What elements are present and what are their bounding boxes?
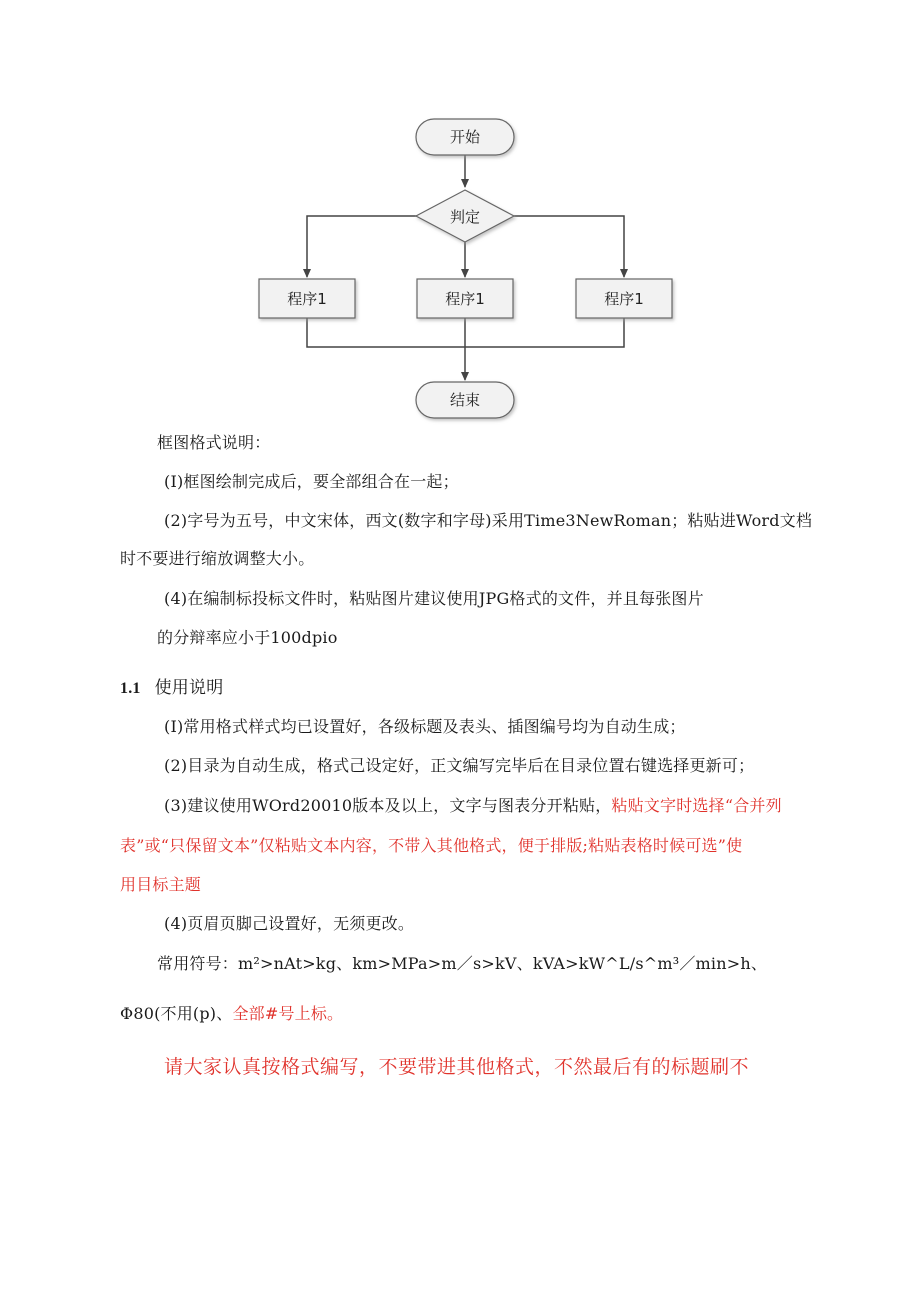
usage-item-3-red-text: 粘贴文字时选择“合并列	[611, 796, 782, 815]
flow-process-middle-label: 程序1	[445, 290, 485, 308]
section-heading	[120, 677, 223, 700]
flow-process-right	[576, 279, 672, 318]
section-number: 1.1	[120, 680, 141, 697]
flow-decision-node	[416, 190, 514, 242]
phi-note-text: Φ80(不用(p)、	[120, 1004, 233, 1023]
frame-note-item-4-cont: 的分辩率应小于100dpio	[157, 628, 338, 647]
flow-process-middle	[417, 279, 513, 318]
usage-item-3-cont-2: 用目标主题	[120, 875, 202, 894]
usage-item-3	[164, 795, 782, 817]
usage-item-3-cont: 表”或“只保留文本”仅粘贴文本内容，不带入其他格式，便于排版;粘贴表格时候可选”使	[120, 836, 743, 855]
flow-process-right-label: 程序1	[604, 290, 644, 308]
flowchart	[0, 0, 920, 430]
flow-end-node	[416, 382, 514, 418]
frame-note-item-4: (4)在编制标投标文件时，粘贴图片建议使用JPG格式的文件，并且每张图片	[164, 589, 704, 608]
format-warning: 请大家认真按格式编写，不要带进其他格式，不然最后有的标题刷不	[164, 1056, 750, 1078]
usage-item-2: (2)目录为自动生成，格式己设定好，正文编写完毕后在目录位置右键选择更新可；	[164, 756, 755, 775]
frame-note-item-1: (I)框图绘制完成后，要全部组合在一起；	[164, 472, 459, 491]
usage-item-3-text: (3)建议使用WOrd20010版本及以上，文字与图表分开粘贴，	[164, 796, 612, 815]
phi-note-red-text: 全部#号上标。	[232, 1004, 344, 1023]
common-symbols: 常用符号：m²>nAt>kg、km>MPa>m／s>kV、kVA>kW^L/s^m³／min>h、	[157, 954, 768, 973]
section-title: 使用说明	[154, 678, 224, 698]
frame-note-item-2-cont: 时不要进行缩放调整大小。	[120, 549, 315, 568]
usage-item-1: (I)常用格式样式均已设置好，各级标题及表头、插图编号均为自动生成；	[164, 717, 686, 736]
frame-notes-title: 框图格式说明：	[157, 433, 271, 452]
flow-start-label: 开始	[449, 128, 481, 146]
frame-note-item-2: (2)字号为五号，中文宋体，西文(数字和字母)采用Time3NewRoman；粘贴进Word文档	[164, 511, 813, 530]
usage-item-4: (4)页眉页脚己设置好，无须更改。	[164, 914, 415, 933]
phi-note	[120, 1003, 343, 1025]
flow-start-node	[416, 119, 514, 155]
flow-decision-label: 判定	[449, 208, 481, 226]
flow-process-left-label: 程序1	[287, 290, 327, 308]
flow-end-label: 结束	[449, 391, 481, 409]
flow-process-left	[259, 279, 355, 318]
